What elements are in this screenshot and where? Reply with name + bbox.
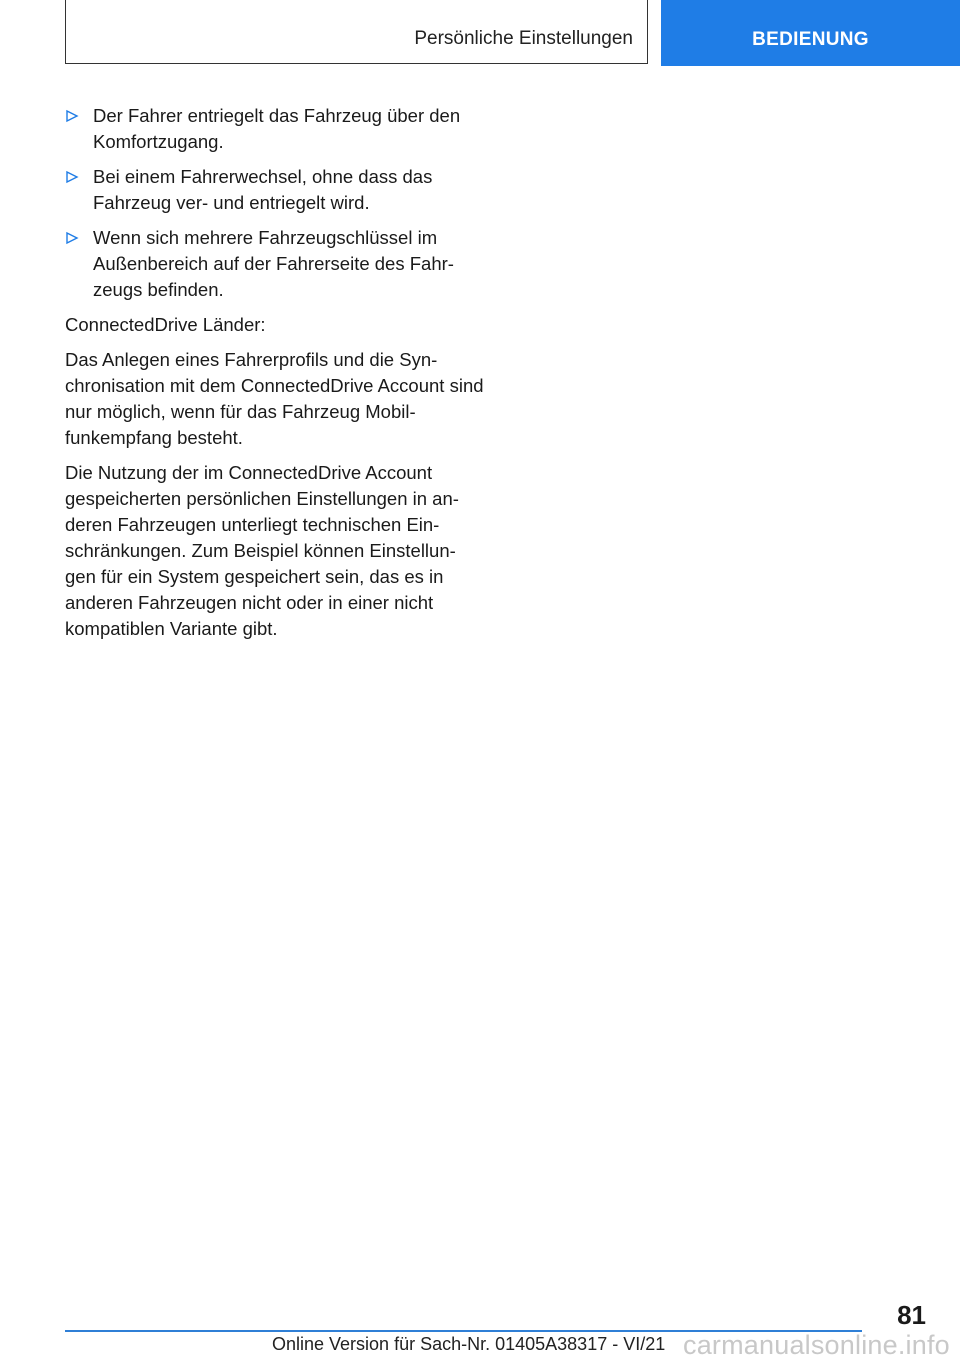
triangle-bullet-icon [65, 103, 79, 129]
watermark: carmanualsonline.info [683, 1330, 950, 1360]
list-item-text: Wenn sich mehrere Fahrzeugschlüssel im Außenbereich auf der Fahrerseite des Fahr-zeugs befinden. [93, 227, 454, 300]
list-item [65, 103, 485, 155]
section-title: Persönliche Einstellungen [414, 28, 633, 49]
list-item-text: Bei einem Fahrerwechsel, ohne dass das Fahrzeug ver- und entriegelt wird. [93, 166, 433, 213]
triangle-bullet-icon [65, 164, 79, 190]
paragraph: Das Anlegen eines Fahrerprofils und die Syn-chronisation mit dem ConnectedDrive Account sind nur möglich, wenn für das Fahrzeug Mobil-funkempfang besteht. [65, 349, 484, 448]
paragraph: Die Nutzung der im ConnectedDrive Account gespeicherten persönlichen Einstellungen in an-deren Fahrzeugen unterliegt technischen Ein-schränkungen. Zum Beispiel können Einstellun-gen für ein System gespeichert sein, das es in anderen Fahrzeugen nicht oder in einer nicht kompatiblen Variante gibt. [65, 462, 459, 639]
triangle-bullet-icon [65, 225, 79, 251]
list-item [65, 225, 485, 303]
chapter-label: BEDIENUNG [752, 29, 869, 50]
paragraph-heading: ConnectedDrive Länder: [65, 314, 266, 335]
list-item-text: Der Fahrer entriegelt das Fahrzeug über den Komfortzugang. [93, 105, 461, 152]
footer-online-version: Online Version für Sach-Nr. 01405A38317 - VI/21 [272, 1334, 666, 1354]
list-item [65, 164, 485, 216]
page-content [65, 103, 485, 651]
page-number: 81 [897, 1300, 926, 1330]
chapter-tab [661, 0, 960, 66]
header-section-box [65, 0, 648, 64]
